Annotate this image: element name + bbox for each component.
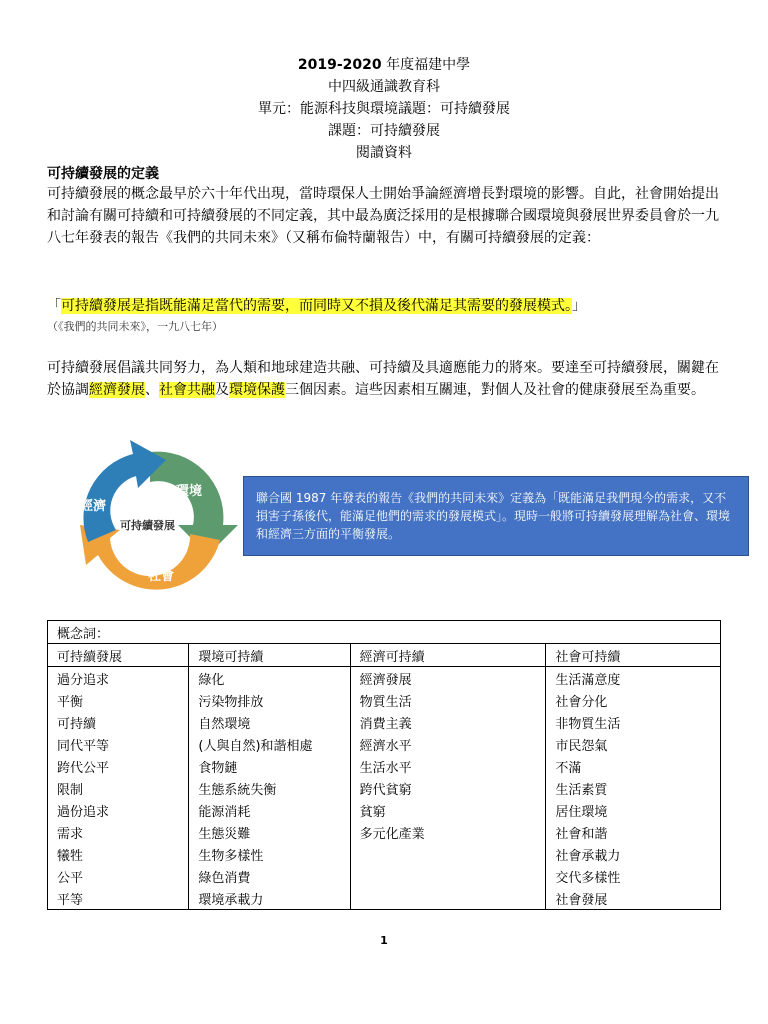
table-cell: 跨代公平 bbox=[48, 755, 189, 777]
table-cell: 市民怨氣 bbox=[546, 733, 721, 755]
cycle-label-society: 社會 bbox=[148, 569, 175, 584]
quote-open: 「 bbox=[47, 298, 61, 314]
table-cell: 過分追求 bbox=[48, 667, 189, 690]
table-cell: 生態系統失衡 bbox=[189, 777, 350, 799]
table-row bbox=[48, 799, 721, 821]
un-definition-infobox: 聯合國 1987 年發表的報告《我們的共同未來》定義為「既能滿足我們現今的需求，又不損害子孫後代，能滿足他們的需求的發展模式」。現時一般將可持續發展理解為社會、環境和經濟三方面的平衡發展。 bbox=[243, 476, 749, 556]
cycle-label-environment: 環境 bbox=[176, 484, 203, 499]
table-cell: 經濟發展 bbox=[350, 667, 546, 690]
table-cell: 多元化產業 bbox=[350, 821, 546, 843]
table-cell: 經濟水平 bbox=[350, 733, 546, 755]
table-cell: 綠色消費 bbox=[189, 865, 350, 887]
concepts-table bbox=[47, 620, 721, 910]
table-cell: 居住環境 bbox=[546, 799, 721, 821]
section-heading: 可持續發展的定義 bbox=[47, 166, 159, 182]
definition-quote bbox=[47, 295, 723, 317]
table-cell: 公平 bbox=[48, 865, 189, 887]
paragraph-factors bbox=[47, 357, 723, 401]
table-cell: 犧牲 bbox=[48, 843, 189, 865]
factors-text-1: 可持續發展倡議共同努力，為人類和地球建造共融、可持續及具適應能力的將來。要達至可持續發展，關鍵在於協調 bbox=[47, 360, 719, 398]
highlight-environment: 環境保護 bbox=[229, 382, 285, 398]
table-cell: 同代平等 bbox=[48, 733, 189, 755]
table-row bbox=[48, 821, 721, 843]
table-cell: 跨代貧窮 bbox=[350, 777, 546, 799]
table-cell: 不滿 bbox=[546, 755, 721, 777]
table-cell: 消費主義 bbox=[350, 711, 546, 733]
header-sustainable-development: 可持續發展 bbox=[48, 644, 189, 667]
table-cell: (人與自然)和諧相處 bbox=[189, 733, 350, 755]
paragraph-origin: 可持續發展的概念最早於六十年代出現，當時環保人士開始爭論經濟增長對環境的影響。自此，社會開始提出和討論有關可持續和可持續發展的不同定義，其中最為廣泛採用的是根據聯合國環境與發展世界委員會於一九八七年發表的報告《我們的共同未來》（又稱布倫特蘭報告）中，有關可持續發展的定義： bbox=[47, 186, 719, 246]
unit-line: 單元：能源科技與環境議題：可持續發展 bbox=[258, 101, 510, 117]
table-cell: 平等 bbox=[48, 887, 189, 910]
table-cell: 生態災難 bbox=[189, 821, 350, 843]
sustainability-cycle-diagram bbox=[58, 430, 258, 600]
table-cell: 過份追求 bbox=[48, 799, 189, 821]
topic-line: 課題：可持續發展 bbox=[328, 123, 440, 139]
header-economic: 經濟可持續 bbox=[350, 644, 546, 667]
table-cell: 需求 bbox=[48, 821, 189, 843]
factors-sep-1: 、 bbox=[145, 382, 159, 398]
table-row bbox=[48, 843, 721, 865]
table-cell: 社會和諧 bbox=[546, 821, 721, 843]
table-cell: 物質生活 bbox=[350, 689, 546, 711]
table-row bbox=[48, 711, 721, 733]
school-year: 2019-2020 bbox=[297, 57, 382, 73]
table-row bbox=[48, 667, 721, 690]
quote-close: 」 bbox=[572, 298, 586, 314]
table-cell bbox=[350, 865, 546, 887]
table-cell: 限制 bbox=[48, 777, 189, 799]
table-cell: 生活素質 bbox=[546, 777, 721, 799]
highlight-society: 社會共融 bbox=[159, 382, 215, 398]
table-row bbox=[48, 865, 721, 887]
table-cell: 污染物排放 bbox=[189, 689, 350, 711]
cycle-center-label: 可持續發展 bbox=[120, 519, 175, 532]
highlight-economy: 經濟發展 bbox=[89, 382, 145, 398]
table-row bbox=[48, 689, 721, 711]
table-cell bbox=[350, 887, 546, 910]
table-cell: 社會發展 bbox=[546, 887, 721, 910]
table-cell: 環境承載力 bbox=[189, 887, 350, 910]
table-cell: 自然環境 bbox=[189, 711, 350, 733]
table-row bbox=[48, 887, 721, 910]
school-name: 年度福建中學 bbox=[386, 57, 471, 73]
table-cell: 能源消耗 bbox=[189, 799, 350, 821]
table-cell: 生活滿意度 bbox=[546, 667, 721, 690]
quote-citation: （《我們的共同未來》，一九八七年） bbox=[47, 320, 223, 333]
document-header bbox=[0, 54, 768, 164]
table-cell: 食物鏈 bbox=[189, 755, 350, 777]
factors-sep-2: 及 bbox=[215, 382, 229, 398]
table-cell: 貧窮 bbox=[350, 799, 546, 821]
concepts-title: 概念詞： bbox=[48, 621, 721, 644]
table-row bbox=[48, 733, 721, 755]
concepts-header-row bbox=[48, 644, 721, 667]
header-social: 社會可持續 bbox=[546, 644, 721, 667]
quote-text: 可持續發展是指既能滿足當代的需要，而同時又不損及後代滿足其需要的發展模式。 bbox=[61, 298, 572, 314]
factors-text-2: 三個因素。這些因素相互關連，對個人及社會的健康發展至為重要。 bbox=[285, 382, 705, 398]
page-number: 1 bbox=[380, 934, 388, 947]
subject-line: 中四級通識教育科 bbox=[328, 79, 440, 95]
table-row bbox=[48, 755, 721, 777]
table-cell: 社會承載力 bbox=[546, 843, 721, 865]
table-cell: 交代多樣性 bbox=[546, 865, 721, 887]
table-cell: 生活水平 bbox=[350, 755, 546, 777]
table-row bbox=[48, 777, 721, 799]
school-line bbox=[0, 54, 768, 76]
table-cell bbox=[350, 843, 546, 865]
table-cell: 社會分化 bbox=[546, 689, 721, 711]
table-cell: 生物多樣性 bbox=[189, 843, 350, 865]
table-cell: 非物質生活 bbox=[546, 711, 721, 733]
cycle-label-economy: 經濟 bbox=[80, 499, 107, 514]
table-cell: 可持續 bbox=[48, 711, 189, 733]
material-line: 閱讀資料 bbox=[356, 145, 412, 161]
table-cell: 綠化 bbox=[189, 667, 350, 690]
table-cell: 平衡 bbox=[48, 689, 189, 711]
header-environmental: 環境可持續 bbox=[189, 644, 350, 667]
